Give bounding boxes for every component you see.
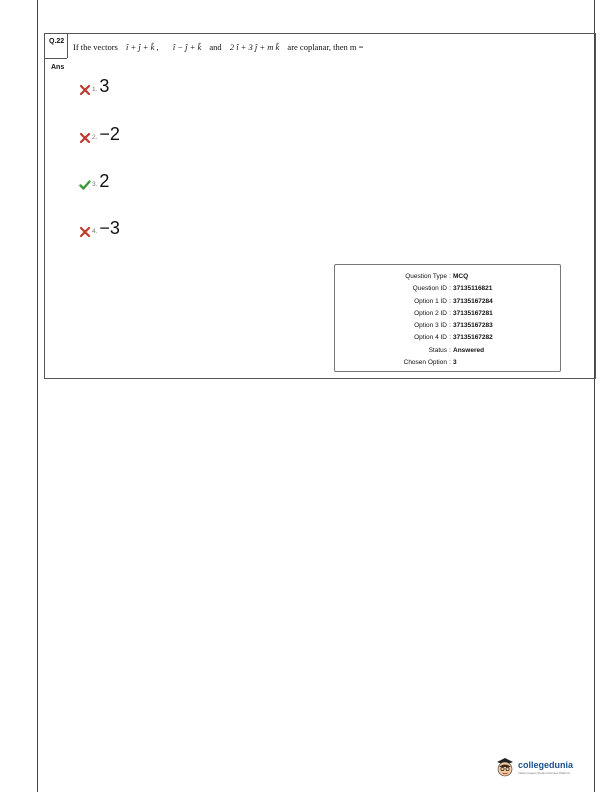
info-separator: : xyxy=(449,322,451,330)
option-number: 1. xyxy=(92,86,98,93)
info-value: 37135167283 xyxy=(453,322,493,330)
info-key: Option 4 ID xyxy=(414,334,447,342)
info-row-question-id xyxy=(335,283,560,295)
option-value: 2 xyxy=(99,171,110,191)
question-text xyxy=(73,42,363,52)
info-value: 3 xyxy=(453,359,457,367)
option-3 xyxy=(79,169,109,191)
info-separator: : xyxy=(449,273,451,280)
info-value: MCQ xyxy=(453,273,469,280)
option-number: 2. xyxy=(92,134,98,141)
info-key: Option 2 ID xyxy=(414,309,447,317)
option-1 xyxy=(79,74,109,96)
info-value: 37135167284 xyxy=(453,297,493,305)
question-text-and: and xyxy=(209,42,222,52)
info-separator: : xyxy=(449,334,451,342)
option-value: 3 xyxy=(99,76,110,96)
info-row-status xyxy=(335,345,560,357)
option-4 xyxy=(79,216,120,238)
question-text-prefix: If the vectors xyxy=(73,42,118,52)
info-row-question-type xyxy=(335,271,560,283)
info-value: 37135167282 xyxy=(453,334,493,342)
info-separator: : xyxy=(449,297,451,305)
info-key: Status xyxy=(428,346,447,354)
cross-icon xyxy=(79,132,91,144)
question-info-box xyxy=(334,264,561,372)
info-key: Question Type xyxy=(405,273,447,280)
vector-2: î − ĵ + k̂ xyxy=(172,42,202,52)
cross-icon xyxy=(79,226,91,238)
info-value: Answered xyxy=(453,346,485,354)
info-key: Option 3 ID xyxy=(414,322,447,330)
question-number-divider xyxy=(67,34,68,58)
collegedunia-logo xyxy=(495,756,573,778)
logo-text xyxy=(518,760,573,775)
vector-3: 2 î + 3 ĵ + m k̂ xyxy=(229,42,280,52)
option-2 xyxy=(79,122,120,144)
info-separator: : xyxy=(449,285,451,293)
logo-tagline: India's largest Student Review Platform xyxy=(518,770,571,775)
option-value: −2 xyxy=(99,124,120,144)
question-number: Q.22 xyxy=(49,38,65,45)
question-text-suffix: are coplanar, then m = xyxy=(287,42,364,52)
option-value: −3 xyxy=(99,218,120,238)
option-number: 3. xyxy=(92,181,98,188)
logo-name: collegedunia xyxy=(518,759,574,770)
info-row-option-4-id xyxy=(335,332,560,344)
question-box xyxy=(44,33,596,379)
info-row-chosen-option xyxy=(335,357,560,369)
vector-1: î + ĵ + k̂ , xyxy=(125,42,159,52)
info-key: Option 1 ID xyxy=(414,297,447,305)
info-value: 37135167281 xyxy=(453,309,493,317)
info-key: Chosen Option xyxy=(403,359,447,367)
info-row-option-2-id xyxy=(335,308,560,320)
info-separator: : xyxy=(449,346,451,354)
cross-icon xyxy=(79,84,91,96)
info-separator: : xyxy=(449,359,451,367)
question-number-underline xyxy=(45,58,67,59)
check-icon xyxy=(79,179,91,191)
info-separator: : xyxy=(449,309,451,317)
info-key: Question ID xyxy=(412,285,447,293)
answer-label: Ans xyxy=(51,64,65,71)
option-number: 4. xyxy=(92,228,98,235)
info-row-option-1-id xyxy=(335,296,560,308)
mascot-icon xyxy=(495,756,515,778)
info-row-option-3-id xyxy=(335,320,560,332)
question-info-table xyxy=(335,271,560,369)
info-value: 37135116821 xyxy=(453,285,493,293)
